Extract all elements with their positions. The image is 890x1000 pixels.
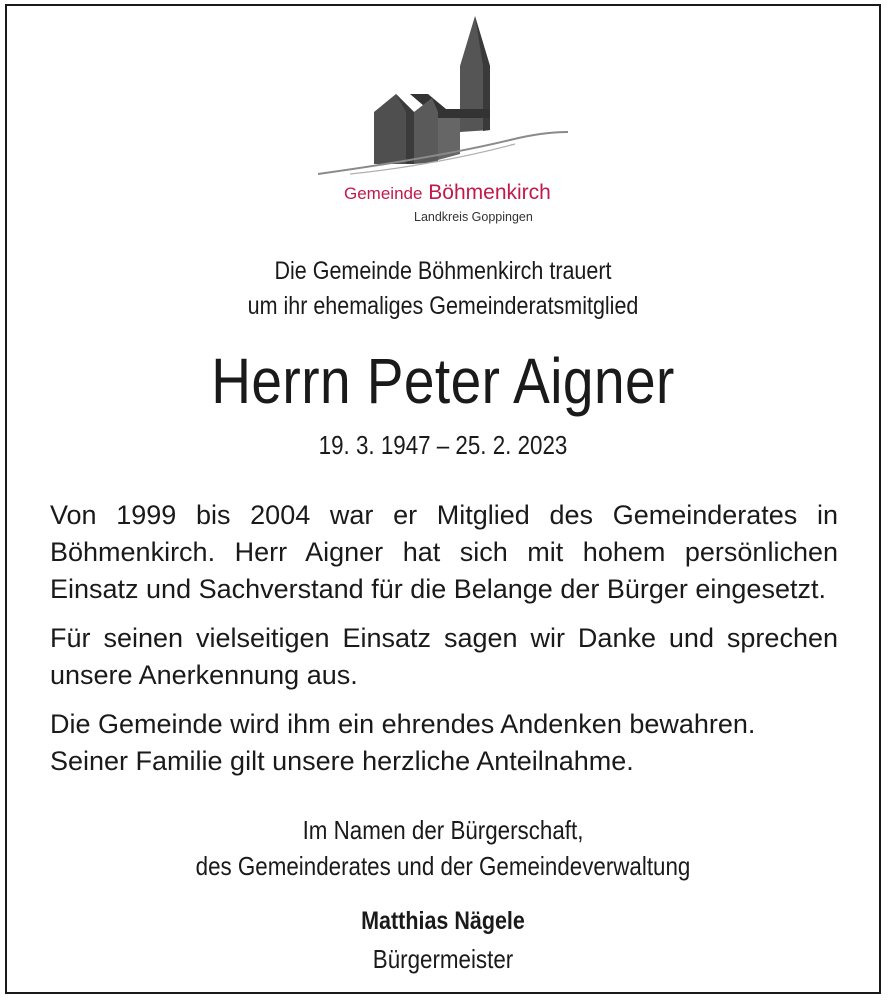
- paragraph-2-line-1: Für seinen vielseitigen Einsatz sagen wir Danke und sprechen: [50, 623, 838, 653]
- logo-district: Landkreis Goppingen: [414, 210, 533, 224]
- church-icon: [310, 14, 570, 184]
- paragraph-2-line-2: unsere Anerkennung aus.: [50, 660, 358, 690]
- closing-line-1: Im Namen der Bürgerschaft,: [302, 815, 584, 845]
- paragraph-3-line-2: Seiner Familie gilt unsere herzliche Anteilnahme.: [50, 746, 634, 776]
- intro-line-1: Die Gemeinde Böhmenkirch trauert: [274, 257, 612, 285]
- paragraph-1-line-2: Böhmenkirch. Herr Aigner hat sich mit hohem persönlichen: [50, 537, 838, 567]
- paragraph-3: [50, 706, 838, 780]
- life-dates: 19. 3. 1947 – 25. 2. 2023: [318, 430, 568, 460]
- paragraph-1: [50, 497, 838, 608]
- closing-text: [66, 812, 819, 884]
- municipality-logo: [310, 14, 570, 224]
- closing-line-2: des Gemeinderates und der Gemeindeverwaltung: [195, 851, 691, 881]
- signer-role: Bürgermeister: [372, 944, 514, 974]
- signer-name: Matthias Nägele: [361, 907, 525, 935]
- paragraph-3-line-1: Die Gemeinde wird ihm ein ehrendes Andenken bewahren.: [50, 709, 756, 739]
- intro-text: [66, 254, 819, 324]
- paragraph-2: [50, 620, 838, 694]
- logo-prefix: Gemeinde: [344, 184, 423, 203]
- deceased-name: Herrn Peter Aigner: [211, 345, 675, 417]
- paragraph-1-line-3: Einsatz und Sachverstand für die Belange der Bürger eingesetzt.: [50, 574, 826, 604]
- logo-town-name: Böhmenkirch: [428, 181, 551, 204]
- paragraph-1-line-1: Von 1999 bis 2004 war er Mitglied des Gemeinderates in: [50, 500, 838, 530]
- logo-wordmark: [344, 181, 551, 205]
- intro-line-2: um ihr ehemaliges Gemeinderatsmitglied: [247, 292, 639, 320]
